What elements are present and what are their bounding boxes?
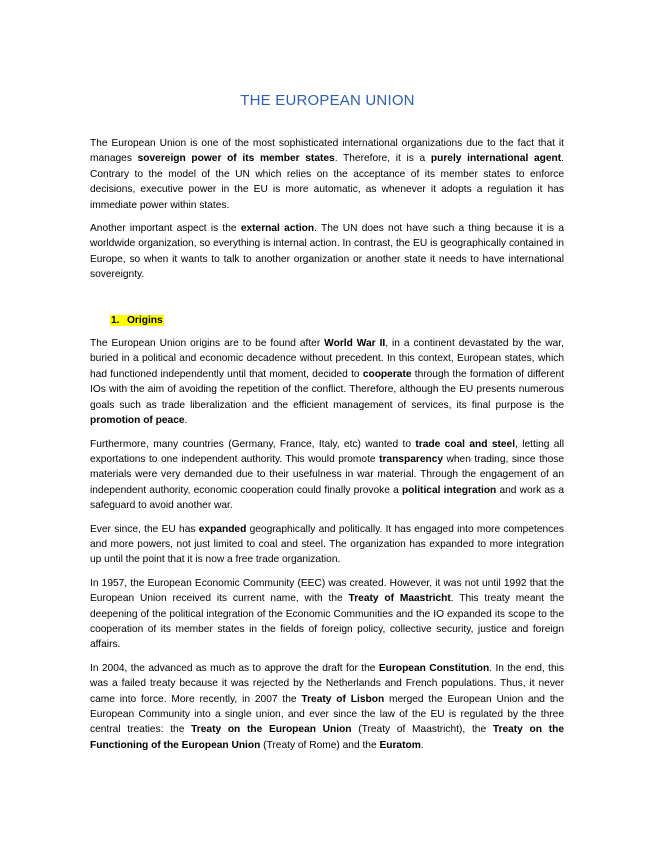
intro-section	[90, 136, 564, 283]
section-number: 1.	[111, 314, 120, 326]
section-title: Origins	[127, 314, 163, 326]
bold-term: transparency	[379, 453, 444, 465]
section-paragraph: The European Union origins are to be found after World War II, in a continent devastated by the war, buried in a political and economic decadence without precedent. In this context, European states, which had functioned independently until that moment, decided to cooperate through the formation of different IOs with the aim of avoiding the repetition of the conflict. Therefore, although the EU presents numerous goals such as trade liberalization and the efficient management of services, its final purpose is the promotion of peace.	[90, 338, 564, 427]
origins-section	[90, 313, 564, 754]
section-paragraph: In 2004, the advanced as much as to approve the draft for the European Constitution. In the end, this was a failed treaty because it was rejected by the Netherlands and French populations. Thus, it never came into force. More recently, in 2007 the Treaty of Lisbon merged the European Union and the European Community into a single union, and ever since the law of the EU is regulated by the three central treaties: the Treaty on the European Union (Treaty of Maastricht), the Treaty on the Functioning of the European Union (Treaty of Rome) and the Euratom.	[90, 662, 564, 751]
intro-paragraph: The European Union is one of the most sophisticated international organizations due to the fact that it manages sovereign power of its member states. Therefore, it is a purely international agent. Contrary to the model of the UN which relies on the acceptance of its member states to enforce decisions, executive power in the EU is more automatic, as whenever it adopts a regulation it has immediate power within states.	[90, 138, 564, 211]
highlighted-heading	[110, 315, 164, 326]
section-paragraph: Furthermore, many countries (Germany, France, Italy, etc) wanted to trade coal and steel, letting all exportations to one independent authority. This would promote transparency when trading, since those materials were very demanded due to their usefulness in war material. Through the engagement of an independent authority, economic cooperation could finally provoke a political integration and work as a safeguard to avoid another war.	[90, 438, 564, 512]
bold-term: Treaty on the European Union	[191, 724, 352, 736]
bold-term: Euratom	[379, 739, 421, 751]
bold-term: Treaty of Maastricht	[348, 593, 451, 605]
bold-term: World War II	[324, 338, 386, 350]
section-paragraph: Ever since, the EU has expanded geographically and politically. It has engaged into more competences and more powers, not just limited to coal and steel. The organization has expanded to more integration up until the point that it is now a free trade organization.	[90, 523, 564, 566]
bold-term: Treaty on the Functioning of the European Union	[90, 724, 564, 751]
bold-term: trade coal and steel	[415, 438, 516, 450]
page-title: THE EUROPEAN UNION	[240, 92, 415, 109]
bold-term: Treaty of Lisbon	[301, 693, 385, 705]
bold-term: sovereign power of its member states	[137, 153, 335, 165]
section-heading	[110, 313, 564, 328]
section-paragraph: In 1957, the European Economic Community (EEC) was created. However, it was not until 1992 that the European Union received its current name, with the Treaty of Maastricht. This treaty meant the deepening of the political integration of the Economic Communities and the IO expanded its scope to the cooperation of its member states in the fields of foreign policy, collective security, justice and foreign affairs.	[90, 577, 565, 651]
document-body	[90, 136, 564, 761]
bold-term: promotion of peace	[90, 415, 185, 427]
bold-term: expanded	[198, 523, 247, 535]
intro-paragraph: Another important aspect is the external action. The UN does not have such a thing because it is a worldwide organization, so everything is internal action. In contrast, the EU is geographically contained in Europe, so when it wants to talk to another organization or another state it needs to have international sovereignty.	[90, 223, 564, 281]
bold-term: cooperate	[362, 368, 412, 380]
bold-term: European Constitution	[378, 662, 490, 674]
bold-term: purely international agent	[430, 153, 562, 165]
bold-term: external action	[240, 223, 315, 235]
bold-term: political integration	[401, 484, 497, 496]
